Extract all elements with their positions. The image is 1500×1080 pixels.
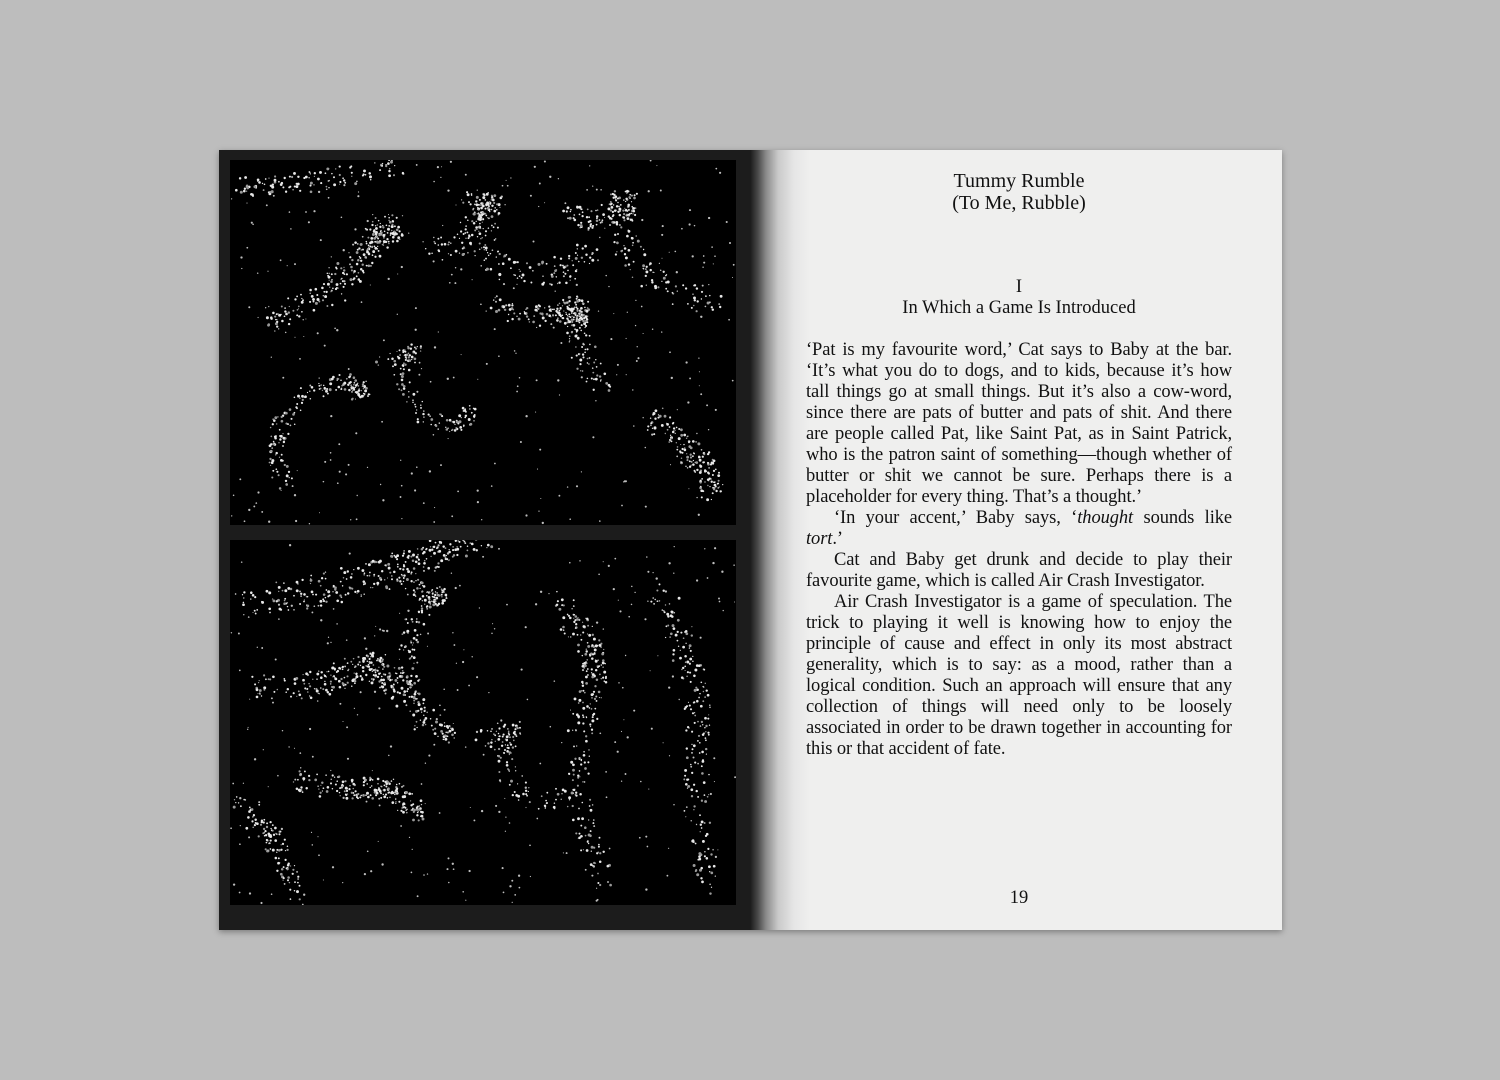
page-text bbox=[806, 170, 1232, 760]
speckled-dots-photo-bottom bbox=[230, 540, 736, 905]
left-page bbox=[219, 150, 750, 930]
page-number: 19 bbox=[1009, 888, 1029, 908]
paragraph: ‘In your accent,’ Baby says, ‘thought sounds like tort.’ bbox=[806, 508, 1232, 549]
chapter-heading bbox=[806, 277, 1232, 319]
paragraph: Cat and Baby get drunk and decide to play their favourite game, which is called Air Crash Investigator. bbox=[806, 550, 1232, 591]
title-line-1: Tummy Rumble bbox=[953, 170, 1085, 192]
paragraph: Air Crash Investigator is a game of speculation. The trick to playing it well is knowing how to enjoy the principle of cause and effect in only its most abstract generality, which is to say: as a mood, rather than a logical condition. Such an approach will ensure that any collection of things will need only to be loosely associated in order to be drawn together in accounting for this or that accident of fate. bbox=[806, 592, 1232, 759]
chapter-number: I bbox=[1015, 277, 1023, 297]
chapter-title: In Which a Game Is Introduced bbox=[902, 298, 1136, 318]
right-page bbox=[750, 150, 1282, 930]
body-text bbox=[806, 340, 1232, 760]
speckled-dots-photo-top bbox=[230, 160, 736, 525]
paragraph: ‘Pat is my favourite word,’ Cat says to Baby at the bar. ‘It’s what you do to dogs, and to kids, because it’s how tall things go at small things. But it’s also a cow-word, since there are pats of butter and pats of shit. And there are people called Pat, like Saint Pat, as in Saint Patrick, who is the patron saint of something—though whether of butter or shit we cannot be sure. Perhaps there is a placeholder for every thing. That’s a thought.’ bbox=[806, 340, 1232, 507]
open-book bbox=[219, 150, 1282, 930]
title-line-2: (To Me, Rubble) bbox=[952, 192, 1086, 214]
story-title bbox=[806, 170, 1232, 214]
